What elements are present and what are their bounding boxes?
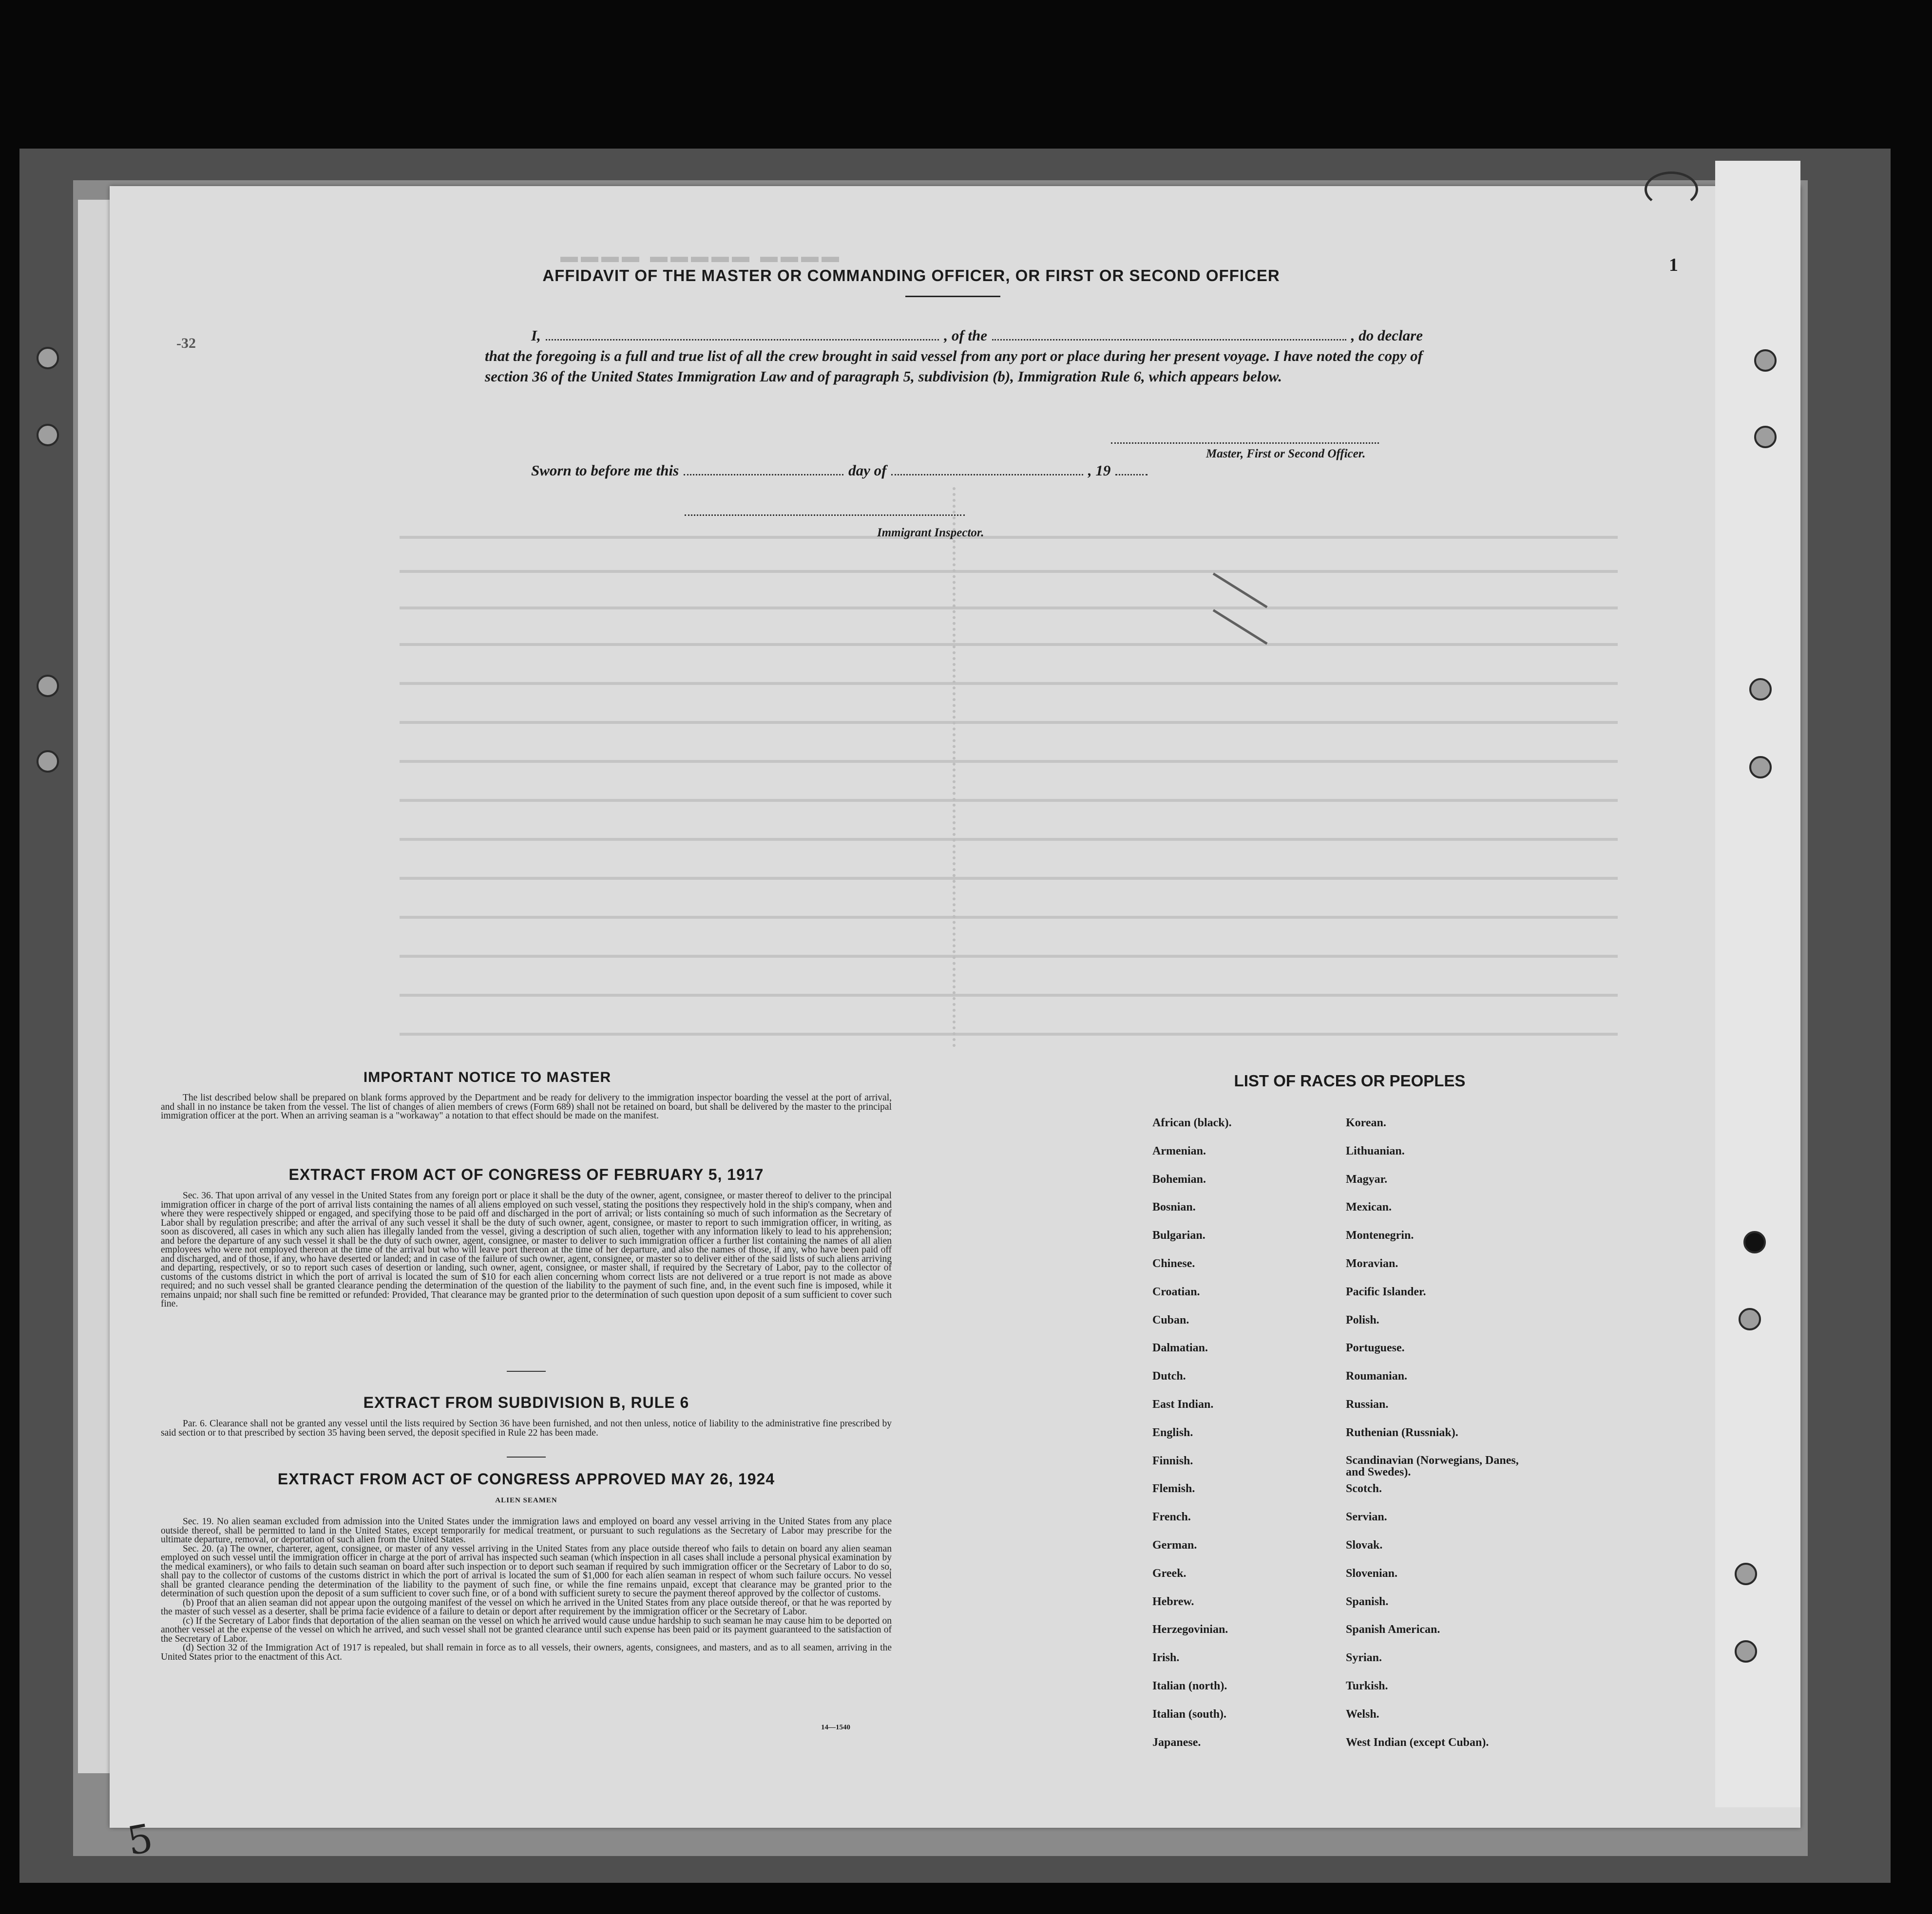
center-fold [953,487,957,1047]
race-item: Ruthenian (Russniak). [1346,1426,1458,1439]
section-divider [507,1371,546,1372]
races-title: LIST OF RACES OR PEOPLES [1234,1072,1466,1090]
race-item: Hebrew. [1152,1595,1194,1608]
race-item: Montenegrin. [1346,1229,1414,1242]
bleed-through-row [400,1033,1618,1036]
race-item: Finnish. [1152,1454,1193,1467]
race-item: English. [1152,1426,1193,1439]
punch-hole [1749,756,1772,778]
race-item: Pacific Islander. [1346,1285,1426,1298]
races-left-column [1152,1117,1232,1764]
race-item: Portuguese. [1346,1342,1405,1355]
name-blank [546,339,939,341]
bleed-through-row [400,877,1618,880]
race-item: Bulgarian. [1152,1229,1205,1242]
race-item: Magyar. [1346,1173,1388,1186]
sec-20c-paragraph: (c) If the Secretary of Labor finds that deportation of the alien seaman on the vessel on which he arrived would cause undue hardship to such seaman he may cause him to be deported on another vessel at the expense of the vessel on which he arrived, and such vessel shall not be granted clearance until such expense has been paid or its payment guaranteed to the satisfaction of the Secretary of Labor. [161,1615,892,1644]
bleed-through-row [400,606,1618,609]
punch-hole [1754,349,1777,372]
race-item: Dalmatian. [1152,1342,1208,1355]
sworn-month-blank [891,474,1083,475]
circled-number-mark [1645,171,1698,208]
notice-paragraph: The list described below shall be prepared on blank forms approved by the Department and be ready for delivery to the immigration inspector boarding the vessel at the port of arrival, and shall in no instance be taken from the vessel. The list of changes of alien members of crews (Form 689) shall not be retained on board, but shall be delivered by the master to the principal immigration officer at the port. When an arriving seaman is a "workaway" a notation to that effect should be made on the manifest. [161,1093,892,1121]
race-item: Flemish. [1152,1482,1195,1496]
section-divider [507,1457,546,1458]
bleed-through-row [400,536,1618,539]
extract-rule6-title: EXTRACT FROM SUBDIVISION B, RULE 6 [363,1394,689,1411]
race-item: Japanese. [1152,1736,1201,1749]
bleed-through-row [400,570,1618,573]
race-item: East Indian. [1152,1398,1214,1411]
punch-hole [1735,1640,1757,1663]
race-item: Bosnian. [1152,1201,1196,1214]
race-item: Slovak. [1346,1538,1383,1552]
bleed-through-row [400,682,1618,685]
punch-hole [37,675,59,697]
bleed-through-row [400,916,1618,919]
form-number: 14—1540 [821,1724,850,1731]
handwritten-mark: 5 [124,1815,156,1864]
race-item: Spanish American. [1346,1623,1440,1636]
page-number: 1 [1669,255,1678,275]
race-item: Spanish. [1346,1595,1389,1608]
sworn-line [531,462,1152,479]
race-item: Croatian. [1152,1285,1200,1298]
race-item: Russian. [1346,1398,1389,1411]
inspector-caption: Immigrant Inspector. [877,526,984,539]
race-item: Scandinavian (Norwegians, Danes, and Swedes). [1346,1454,1519,1478]
race-item: Chinese. [1152,1257,1195,1270]
race-item: Herzegovinian. [1152,1623,1228,1636]
bleed-through-row [400,838,1618,841]
margin-mark: -32 [176,335,196,351]
signature-caption: Master, First or Second Officer. [1206,447,1366,460]
race-item: German. [1152,1538,1197,1552]
punch-hole [37,750,59,773]
extract-1917-title: EXTRACT FROM ACT OF CONGRESS OF FEBRUARY 5, 1917 [288,1166,764,1183]
race-item: African (black). [1152,1117,1232,1129]
race-item: Moravian. [1346,1257,1398,1270]
sec-20b-paragraph: (b) Proof that an alien seaman did not appear upon the outgoing manifest of the vessel on which he arrived in the United States from any place outside thereof, or that he was reported by the master of such vessel as a deserter, shall be prima facie evidence of a failure to detain or deport after requirement by the immigration officer or the Secretary of Labor. [161,1597,892,1617]
affidavit-title: AFFIDAVIT OF THE MASTER OR COMMANDING OFFICER, OR FIRST OR SECOND OFFICER [542,266,1280,284]
section-36-paragraph: Sec. 36. That upon arrival of any vessel in the United States from any foreign port or place it shall be the duty of the owner, agent, consignee, or master thereof to deliver to the principal immigration officer in charge of the port of arrival lists containing the names of all aliens employed on such vessel, stating the positions they respectively hold in the ship's company, when and where they were respectively shipped or engaged, and specifying those to be paid off and discharged in the port of arrival; or lists containing so much of such information as the Secretary of Labor shall by regulation prescribe; and after the arrival of any such vessel it shall be the duty of such owner, agent, consignee, or master to report to such immigration officer, in writing, as soon as discovered, all cases in which any such alien has illegally landed from the vessel, giving a description of such alien, together with any information likely to lead to his apprehension; and before the departure of any such vessel it shall be the duty of such owner, agent, consignee, or master to deliver to such immigration officer a further list containing the names of all alien employees who were not employed thereon at the time of the arrival but who will leave port thereon at the time of her departure, and also the names of those, if any, who have been paid off and discharged, and of those, if any, who have deserted or landed; and in case of the failure of such owner, agent, consignee, or master so to deliver either of the said lists of such aliens arriving and departing, respectively, or so to report such cases of desertion or landing, such owner, agent, consignee, or master shall, if required by the Secretary of Labor, pay to the collector of customs of the customs district in which the port of arrival is located the sum of $10 for each alien concerning whom correct lists are not delivered or a true report is not made as above required; and no such vessel shall be granted clearance pending the determination of the question of the liability to the payment of such fine, and, in the event such fine is imposed, while it remains unpaid; nor shall such fine be remitted or refunded: Provided, That clearance may be granted prior to the determination of such question upon deposit of a sum sufficient to cover such fine. [161,1191,892,1309]
signature-line [1111,442,1379,444]
race-item: West Indian (except Cuban). [1346,1736,1489,1749]
punch-hole [1749,678,1772,701]
sworn-year: , 19 [1088,462,1111,479]
bleed-through-row [400,643,1618,646]
extract-1924-text [161,1517,892,1662]
bleed-through-heading: ▬▬▬▬ ▬▬▬▬▬ ▬▬▬▬ [560,246,842,266]
punch-hole [37,347,59,369]
race-item: Polish. [1346,1313,1379,1327]
alien-seamen-subtitle: ALIEN SEAMEN [495,1497,557,1504]
affidavit-i: I, [531,327,541,344]
bleed-through-row [400,799,1618,802]
affidavit-text: that the foregoing is a full and true list of all the crew brought in said vessel from any port or place during her present voyage. I have noted the copy of section 36 of the United States Immigration Law and of paragraph 5, subdivision (b), Immigration Rule 6, which appears below. [485,347,1423,385]
race-item: Armenian. [1152,1144,1206,1157]
page-edge [1715,161,1800,1807]
race-item: Servian. [1346,1511,1387,1524]
race-item: Italian (north). [1152,1679,1227,1692]
race-item: Syrian. [1346,1651,1382,1665]
races-right-column [1346,1117,1521,1764]
sec-19-paragraph: Sec. 19. No alien seaman excluded from admission into the United States under the immigration laws and employed on board any vessel arriving in the United States from any place outside thereof, shall be permitted to land in the United States, except temporarily for medical treatment, or pursuant to such regulations as the Secretary of Labor may prescribe for the ultimate departure, removal, or deportation of such alien from the United States. [161,1516,892,1545]
sec-20d-paragraph: (d) Section 32 of the Immigration Act of 1917 is repealed, but shall remain in force as to all vessels, their owners, agents, consignees, and masters, and as to all seamen, arriving in the United States prior to the enactment of this Act. [161,1643,892,1662]
race-item: Mexican. [1346,1201,1392,1214]
race-item: French. [1152,1511,1191,1524]
race-item: Cuban. [1152,1313,1189,1327]
race-item: Korean. [1346,1117,1386,1129]
title-rule [905,296,1000,297]
sworn-year-blank [1115,474,1148,475]
affidavit-body [485,325,1423,387]
punch-hole [1735,1563,1757,1585]
race-item: Scotch. [1346,1482,1382,1496]
bleed-through-row [400,955,1618,958]
rule6-paragraph: Par. 6. Clearance shall not be granted any vessel until the lists required by Section 36 have been furnished, and not then unless, notice of liability to the administrative fine prescribed by said section or to that prescribed by section 35 having been served, the deposit specified in Rule 22 has been made. [161,1419,892,1438]
sworn-prefix: Sworn to before me this [531,462,679,479]
race-item: Turkish. [1346,1679,1388,1692]
race-item: Welsh. [1346,1707,1379,1721]
notice-title: IMPORTANT NOTICE TO MASTER [363,1069,612,1085]
punch-hole [1743,1231,1766,1253]
extract-rule6-text [161,1420,892,1438]
extract-1917-text [161,1192,892,1309]
race-item: Dutch. [1152,1370,1186,1383]
race-item: Bohemian. [1152,1173,1206,1186]
sworn-day-blank [684,474,843,475]
bleed-through-row [400,721,1618,724]
affidavit-declare: , do declare [1351,327,1423,344]
race-item: Italian (south). [1152,1707,1227,1721]
race-item: Slovenian. [1346,1567,1398,1580]
affidavit-first-line [485,325,1423,346]
punch-hole [1754,426,1777,448]
punch-hole [37,424,59,446]
race-item: Roumanian. [1346,1370,1408,1383]
race-item: Irish. [1152,1651,1180,1665]
bleed-through-row [400,994,1618,997]
sec-20a-paragraph: Sec. 20. (a) The owner, charterer, agent, consignee, or master of any vessel arriving in the United States from any place outside thereof who fails to detain on board any alien seaman employed on such vessel until the immigration officer in charge at the port of arrival has inspected such seaman (which inspection in all cases shall include a personal physical examination by the medical examiners), or who fails to detain such seaman on board after such inspection or to deport such seaman if required by such immigration officer or the Secretary of Labor to do so, shall pay to the collector of customs of the customs district in which the port of arrival is located the sum of $1,000 for each alien seaman in respect of whom such failure occurs. No vessel shall be granted clearance pending the determination of the liability to the payment of such fine, or while the fine remains unpaid, except that clearance may be granted prior to the determination of such question upon the deposit of a sum sufficient to cover such fine, or of a bond with sufficient surety to secure the payment thereof approved by the collector of customs. [161,1543,892,1599]
notice-text [161,1094,892,1121]
punch-hole [1739,1308,1761,1330]
extract-1924-title: EXTRACT FROM ACT OF CONGRESS APPROVED MAY 26, 1924 [277,1470,775,1488]
sworn-day-of: day of [848,462,887,479]
affidavit-of-the: , of the [944,327,988,344]
inspector-signature-line [685,514,965,516]
vessel-blank [992,339,1346,341]
race-item: Greek. [1152,1567,1186,1580]
bleed-through-row [400,760,1618,763]
race-item: Lithuanian. [1346,1144,1405,1157]
